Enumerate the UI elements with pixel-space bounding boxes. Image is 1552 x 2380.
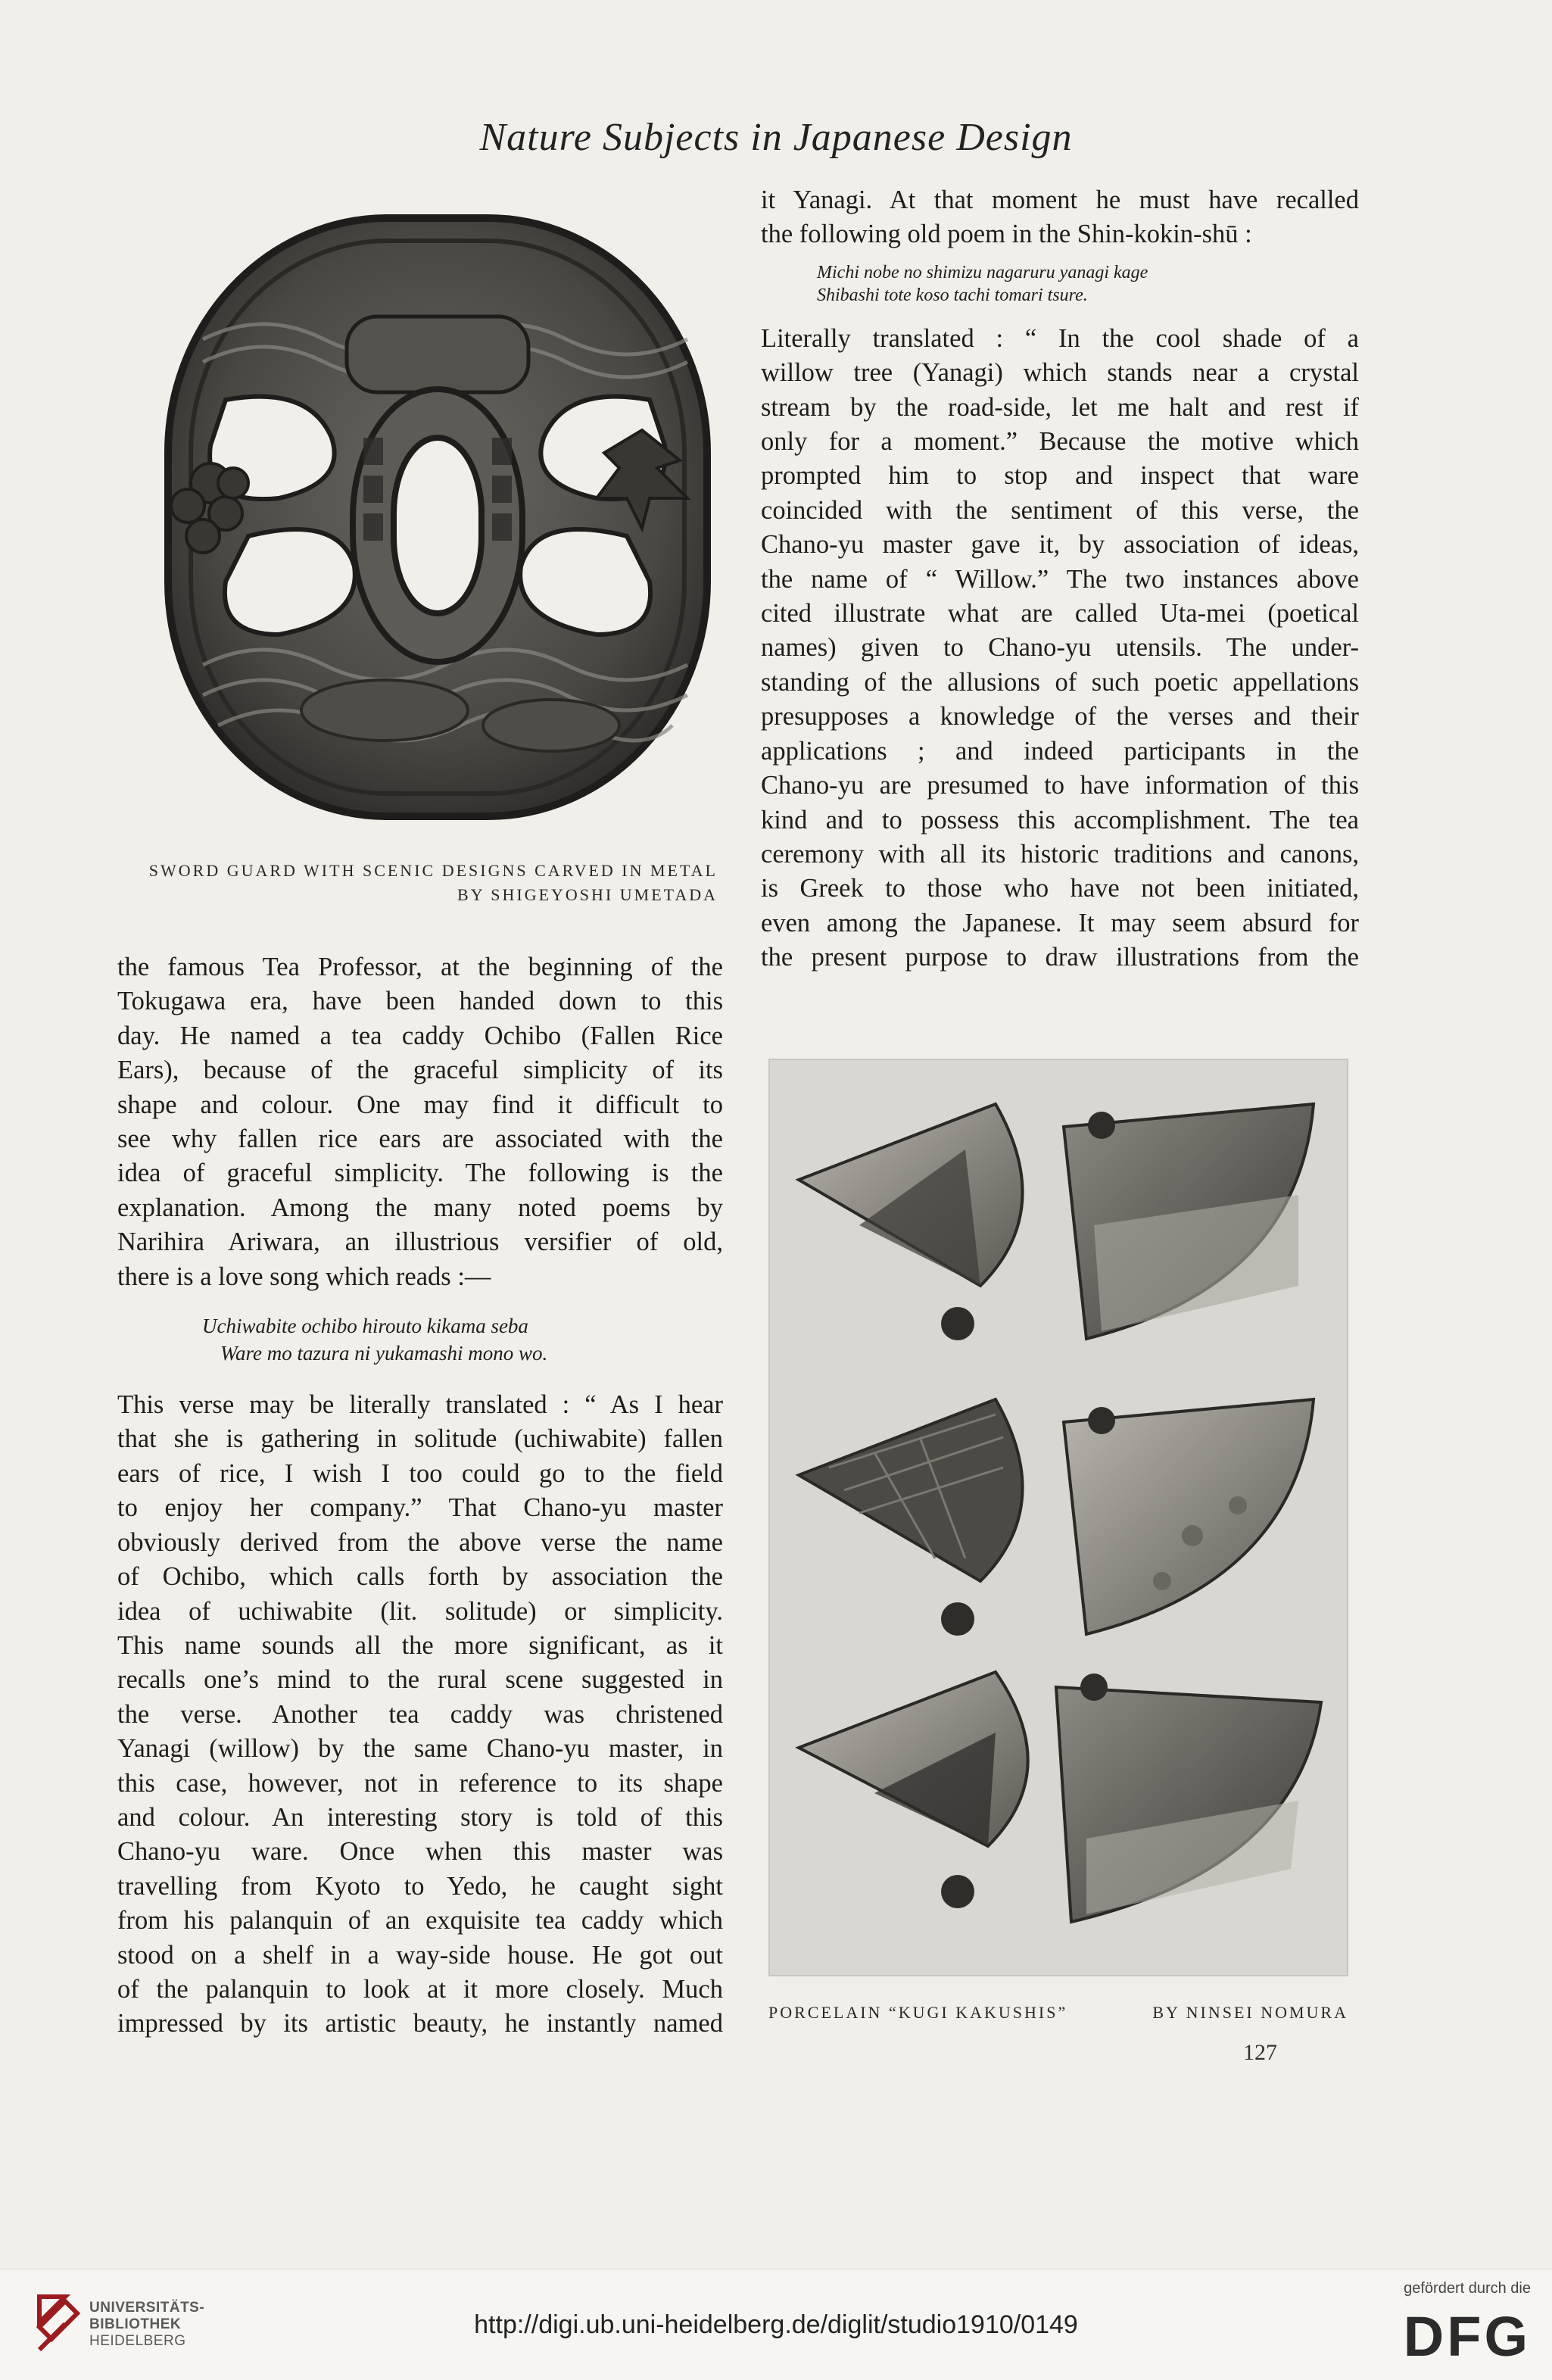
text-line: to enjoy her company.” That Chano-yu master [117,1493,723,1523]
text-line: Chano-yu master gave it, by association of ideas, [761,530,1359,560]
left-column [117,950,723,2042]
text-line: even among the Japanese. It may seem absurd for [761,908,1359,937]
fan-pair-3 [799,1672,1321,1922]
text-line: is Greek to those who have not been initiated, [761,874,1359,903]
text-line: presupposes a knowledge of the verses and their [761,702,1359,731]
text-line: obviously derived from the above verse the name [117,1527,723,1557]
caption-line-2: BY SHIGEYOSHI UMETADA [457,885,718,904]
text-line: this case, however, not in reference to its shape [117,1768,723,1798]
verse-line: Shibashi tote koso tachi tomari tsure. [817,285,1088,305]
text-line: prompted him to stop and inspect that ware [761,461,1359,491]
text-line: of the palanquin to look at it more closely. Much [117,1974,723,2004]
text-line: the following old poem in the Shin-kokin-shū : [761,220,1252,249]
text-line: coincided with the sentiment of this verse, the [761,495,1359,525]
library-line-3: HEIDELBERG [89,2333,186,2349]
text-line: from his palanquin of an exquisite tea caddy which [117,1906,723,1936]
page-number: 127 [1243,2040,1277,2065]
viewer-footer [0,2269,1552,2380]
text-line: travelling from Kyoto to Yedo, he caught sight [117,1871,723,1901]
text-line: Yanagi (willow) by the same Chano-yu master, in [117,1734,723,1764]
left-verse [202,1312,723,1367]
text-line: stood on a shelf in a way-side house. He got out [117,1940,723,1970]
text-line: ears of rice, I wish I too could go to the field [117,1458,723,1488]
text-line: explanation. Among the many noted poems by [117,1193,723,1222]
porcelain-caption [768,2001,1348,2025]
text-line: willow tree (Yanagi) which stands near a crystal [761,358,1359,388]
text-line: names) given to Chano-yu utensils. The under- [761,633,1359,663]
text-line: idea of graceful simplicity. The following is the [117,1159,723,1188]
text-line: it Yanagi. At that moment he must have recalled [761,186,1359,214]
text-line: and colour. An interesting story is told of this [117,1802,723,1832]
text-line: impressed by its artistic beauty, he instantly named [117,2009,723,2038]
text-line: This verse may be literally translated : “ As I hear [117,1390,723,1420]
dfg-logo[interactable]: DFG [1403,2305,1531,2368]
text-line: that she is gathering in solitude (uchiwabite) fallen [117,1424,723,1454]
text-line: stream by the road-side, let me halt and rest if [761,392,1359,422]
text-line: kind and to possess this accomplishment. The tea [761,805,1359,834]
library-line-1: UNIVERSITÄTS- [89,2300,205,2316]
running-title: Nature Subjects in Japanese Design [479,116,1073,159]
text-line: shape and colour. One may find it difficult to [117,1090,723,1119]
text-line: cited illustrate what are called Uta-mei (poetical [761,599,1359,629]
text-line: recalls one’s mind to the rural scene suggested in [117,1665,723,1695]
right-column [761,183,1359,975]
text-line: Ears), because of the graceful simplicity of its [117,1056,723,1085]
sword-guard-image [157,211,718,822]
text-line: ceremony with all its historic traditions and canons, [761,839,1359,869]
sword-guard-caption [135,859,718,907]
text-line: Tokugawa era, have been handed down to this [117,987,723,1016]
text-line: This name sounds all the more significant, as it [117,1630,723,1660]
text-line: the name of “ Willow.” The two instances above [761,564,1359,594]
text-line: the present purpose to draw illustrations from the [761,943,1359,972]
text-line: standing of the allusions of such poetic appellations [761,667,1359,697]
text-line: applications ; and indeed participants in the [761,736,1359,766]
right-paragraph-2 [761,322,1359,975]
left-paragraph-2 [117,1388,723,2042]
text-line: there is a love song which reads :— [117,1262,491,1291]
funded-by-label: gefördert durch die [1404,2280,1531,2297]
text-line: Literally translated : “ In the cool shade of a [761,323,1359,353]
text-line: Chano-yu are presumed to have information of this [761,771,1359,800]
text-line: Narihira Ariwara, an illustrious versifier of old, [117,1227,723,1257]
right-paragraph-1 [761,183,1359,252]
text-line: the verse. Another tea caddy was christened [117,1699,723,1729]
library-line-2: BIBLIOTHEK [89,2316,182,2332]
permalink-url[interactable]: http://digi.ub.uni-heidelberg.de/diglit/studio1910/0149 [474,2310,1078,2339]
caption-artist: BY NINSEI NOMURA [1152,2003,1348,2022]
text-line: of Ochibo, which calls forth by association the [117,1562,723,1592]
text-line: only for a moment.” Because the motive which [761,427,1359,457]
text-line: idea of uchiwabite (lit. solitude) or simplicity. [117,1596,723,1626]
left-paragraph-1 [117,950,723,1294]
porcelain-fans-photo [768,1059,1348,1976]
caption-line-1: SWORD GUARD WITH SCENIC DESIGNS CARVED IN METAL [148,861,718,880]
verse-line: Michi nobe no shimizu nagaruru yanagi kage [817,262,1148,282]
verse-line: Ware mo tazura ni yukamashi mono wo. [220,1342,548,1365]
text-line: see why fallen rice ears are associated with the [117,1124,723,1154]
fan-pair-2 [799,1399,1314,1636]
text-line: day. He named a tea caddy Ochibo (Fallen Rice [117,1021,723,1050]
verse-line: Uchiwabite ochibo hirouto kikama seba [202,1315,528,1338]
fan-pair-1 [799,1104,1314,1340]
caption-title: PORCELAIN “KUGI KAKUSHIS” [768,2003,1068,2022]
text-line: the famous Tea Professor, at the beginning of the [117,953,723,981]
text-line: Chano-yu ware. Once when this master was [117,1837,723,1867]
right-verse [817,261,1359,307]
